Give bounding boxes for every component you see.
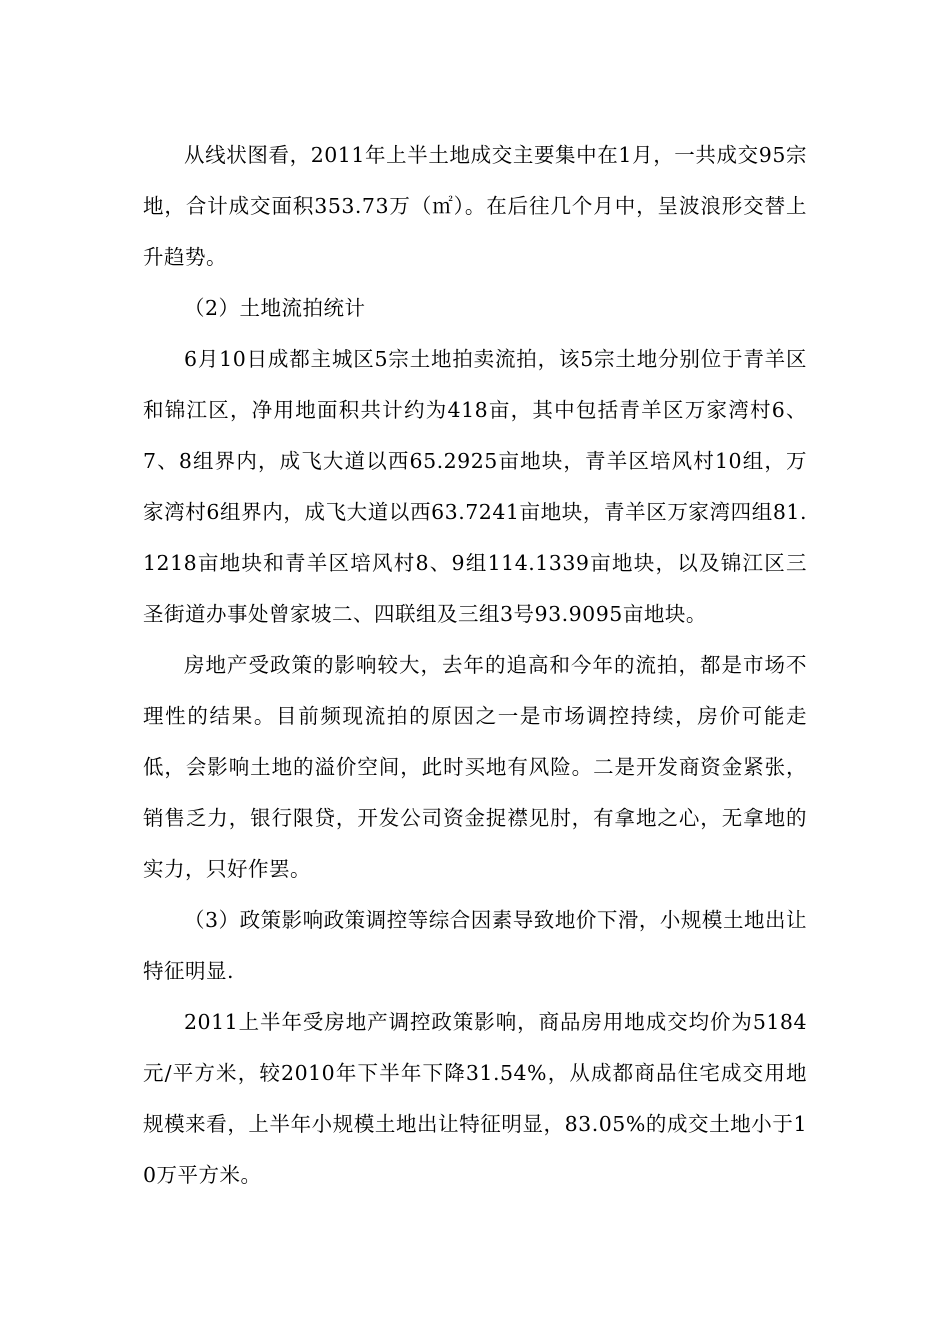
section-heading-policy-impact: （3）政策影响政策调控等综合因素导致地价下滑，小规模土地出让特征明显. — [143, 908, 807, 983]
paragraph-land-price-decline: 2011上半年受房地产调控政策影响，商品房用地成交均价为5184元/平方米，较2010年下半年下降31.54%，从成都商品住宅成交用地规模来看，上半年小规模土地出让特征明显，83.05%的成交土地小于10万平方米。 — [143, 1010, 807, 1187]
paragraph-land-transaction-trend: 从线状图看，2011年上半土地成交主要集中在1月，一共成交95宗地，合计成交面积353.73万（㎡）。在后往几个月中，呈波浪形交替上升趋势。 — [143, 143, 807, 269]
paragraph-policy-influence: 房地产受政策的影响较大，去年的追高和今年的流拍，都是市场不理性的结果。目前频现流拍的原因之一是市场调控持续，房价可能走低，会影响土地的溢价空间，此时买地有风险。二是开发商资金紧张，销售乏力，银行限贷，开发公司资金捉襟见肘，有拿地之心，无拿地的实力，只好作罢。 — [143, 653, 807, 881]
section-heading-failed-auctions: （2）土地流拍统计 — [184, 296, 366, 320]
paragraph-failed-auction-details: 6月10日成都主城区5宗土地拍卖流拍，该5宗土地分别位于青羊区和锦江区，净用地面积共计约为418亩，其中包括青羊区万家湾村6、7、8组界内，成飞大道以西65.2925亩地块，青羊区培风村10组，万家湾村6组界内，成飞大道以西63.7241亩地块，青羊区万家湾四组81.1218亩地块和青羊区培风村8、9组114.1339亩地块，以及锦江区三圣街道办事处曾家坡二、四联组及三组3号93.9095亩地块。 — [143, 347, 807, 626]
document-body — [143, 130, 807, 1201]
